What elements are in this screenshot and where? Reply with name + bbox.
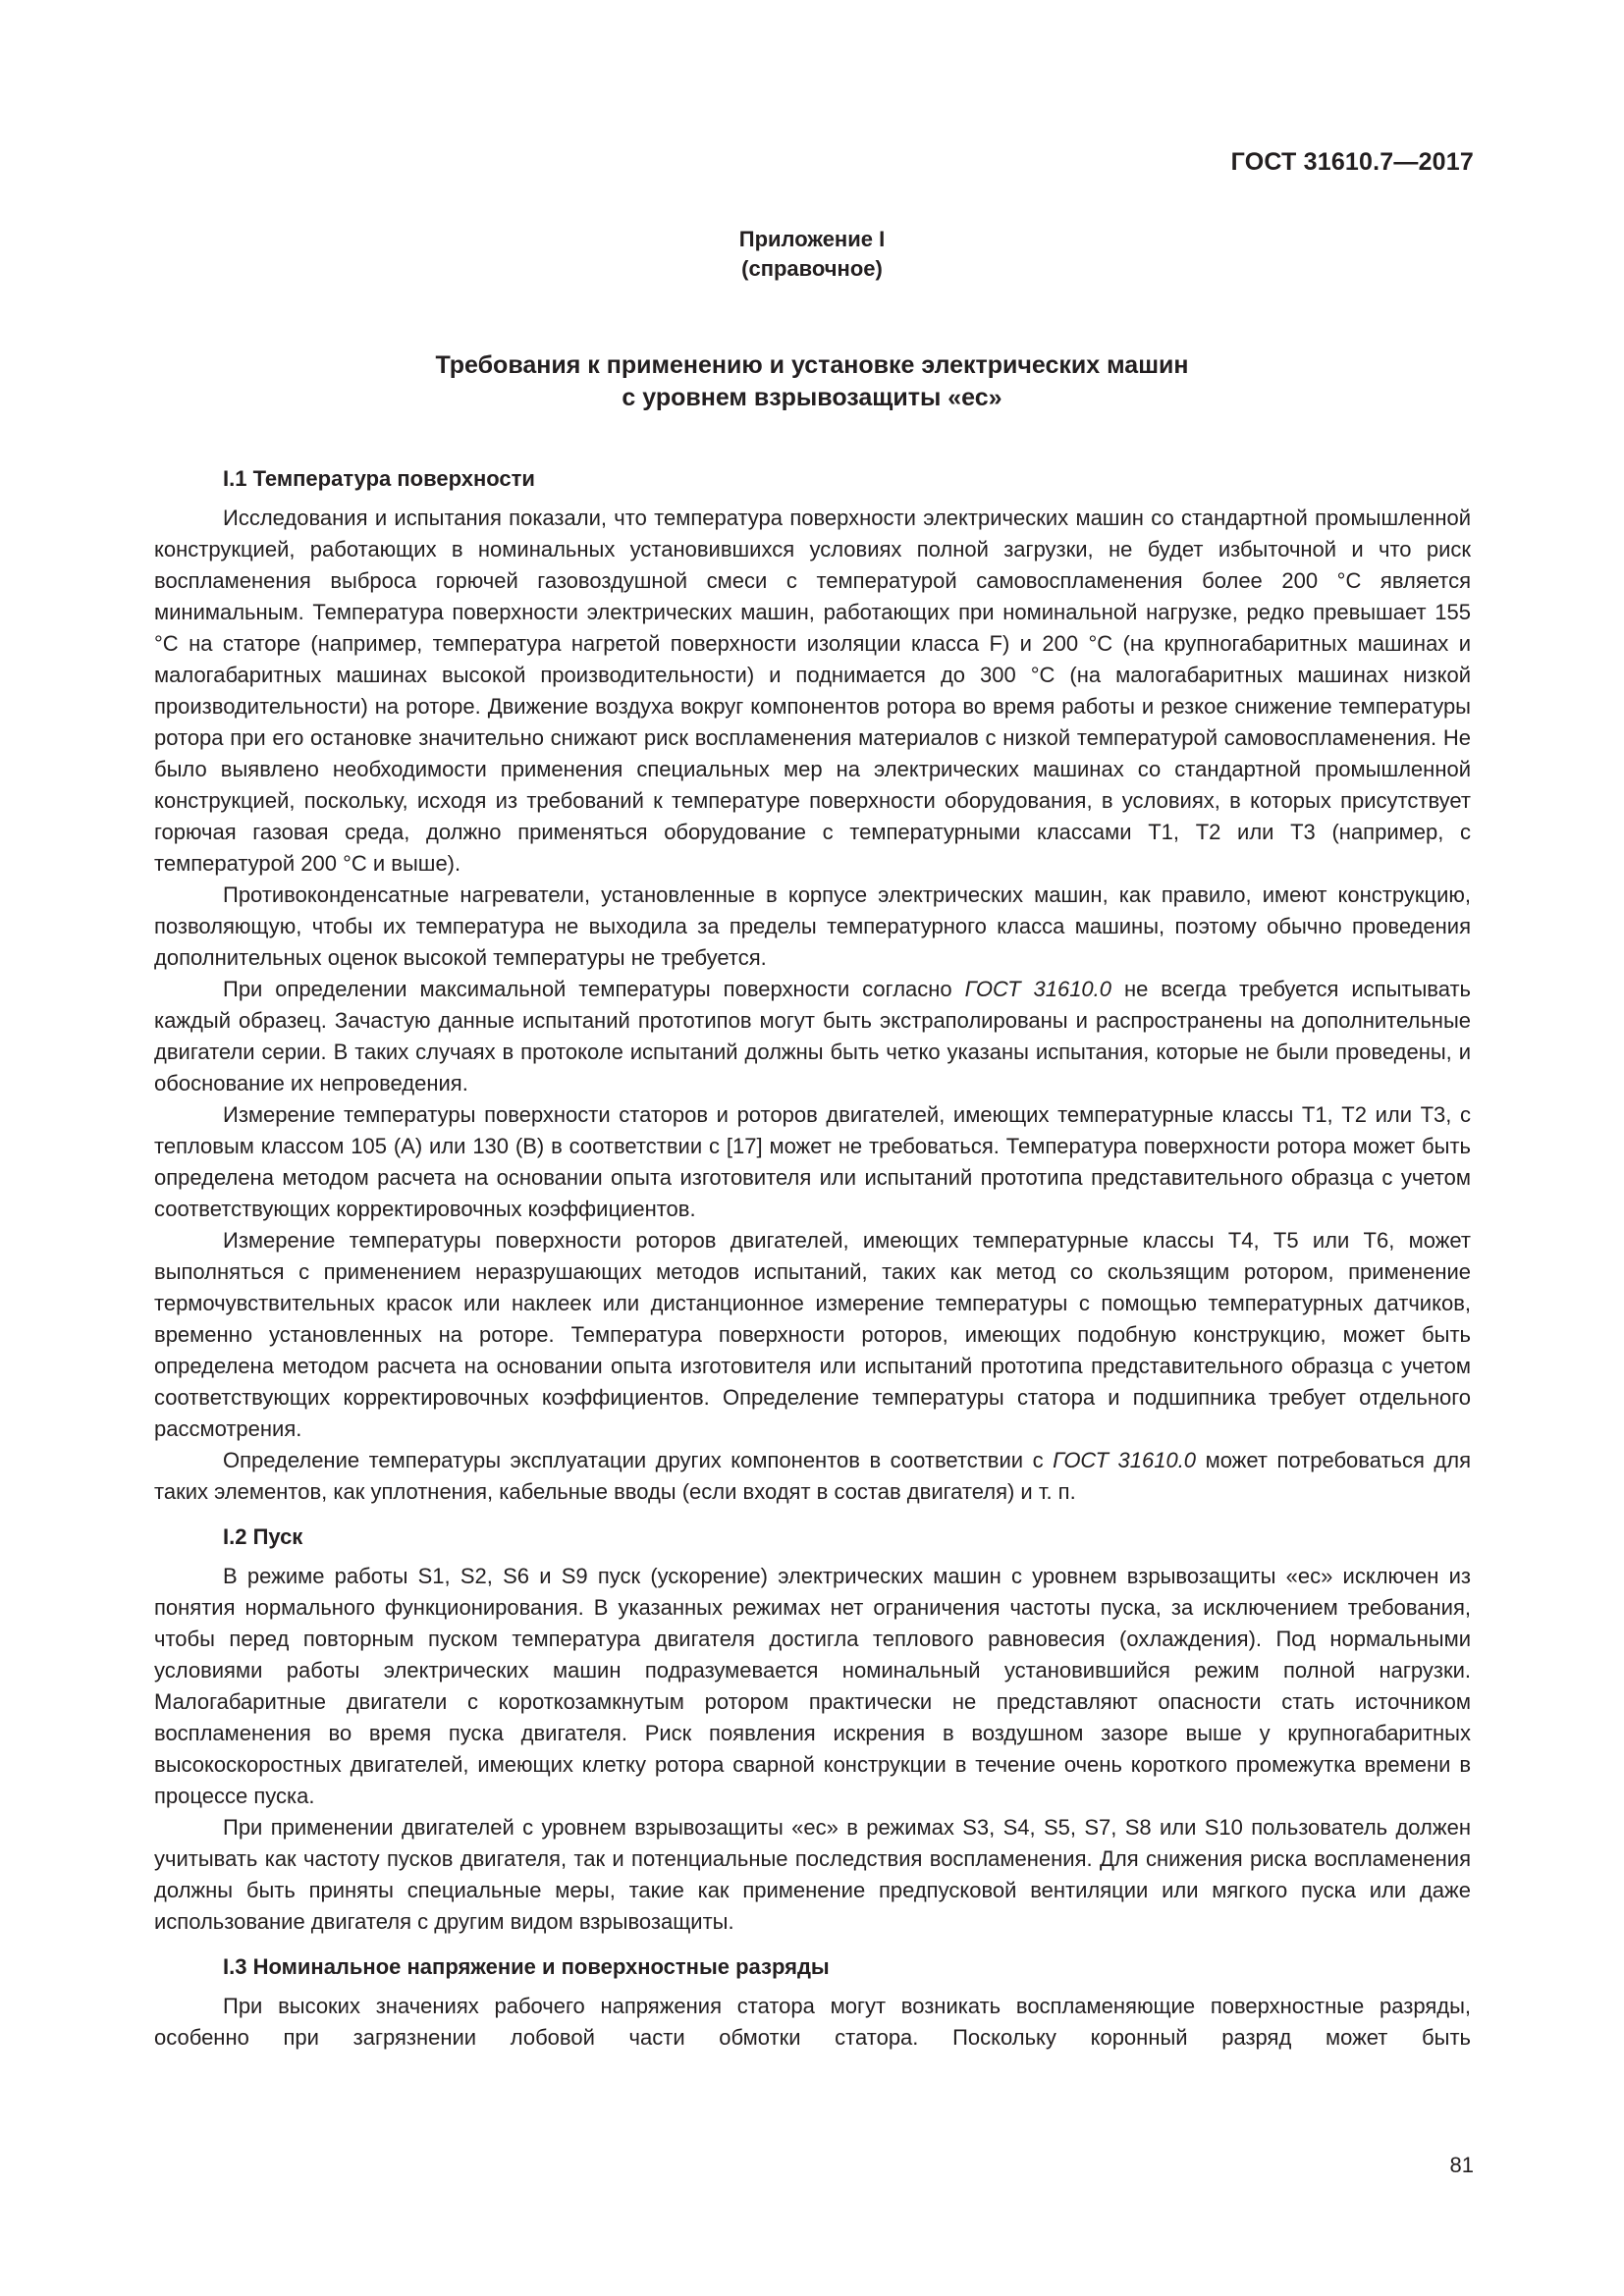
paragraph: При определении максимальной температуры поверхности согласно ГОСТ 31610.0 не всегда требуется испытывать каждый образец. Зачастую данные испытаний прототипов могут быть экстраполированы и распространены на дополнительные двигатели серии. В таких случаях в протоколе испытаний должны быть четко указаны испытания, которые не были проведены, и обоснование их непроведения. <box>154 977 1472 1095</box>
paragraph: Измерение температуры поверхности статоров и роторов двигателей, имеющих температурные классы Т1, Т2 или Т3, с тепловым классом 105 (А) или 130 (В) в соответствии с [17] может не требоваться. Температура поверхности ротора может быть определена методом расчета на основании опыта изготовителя или испытаний прототипа представительного образца с учетом соответствующих корректировочных коэффициентов. <box>154 1102 1471 1221</box>
paragraph: Исследования и испытания показали, что температура поверхности электрических машин со стандартной промышленной конструкцией, работающих в номинальных установившихся условиях полной загрузки, не будет избыточной и что риск воспламенения выброса горючей газовоздушной смеси с температурой самовоспламенения более 200 °С является минимальным. Температура поверхности электрических машин, работающих при номинальной нагрузке, редко превышает 155 °С на статоре (например, температура нагретой поверхности изоляции класса F) и 200 °С (на крупногабаритных машинах и малогабаритных машинах высокой производительности) и поднимается до 300 °С (на малогабаритных машинах низкой производительности) на роторе. Движение воздуха вокруг компонентов ротора во время работы и резкое снижение температуры ротора при его остановке значительно снижают риск воспламенения материалов с низкой температурой самовоспламенения. Не было выявлено необходимости применения специальных мер на электрических машинах со стандартной промышленной конструкцией, поскольку, исходя из требований к температуре поверхности оборудования, в условиях, в которых присутствует горючая газовая среда, должно применяться оборудование с температурными классами Т1, Т2 или Т3 (например, с температурой 200 °С и выше). <box>154 506 1471 876</box>
paragraph: Противоконденсатные нагреватели, установленные в корпусе электрических машин, как правило, имеют конструкцию, позволяющую, чтобы их температура не выходила за пределы температурного класса машины, поэтому обычно проведения дополнительных оценок высокой температуры не требуется. <box>154 882 1471 970</box>
paragraph: В режиме работы S1, S2, S6 и S9 пуск (ускорение) электрических машин с уровнем взрывозащиты «ес» исключен из понятия нормального функционирования. В указанных режимах нет ограничения частоты пуска, за исключением требования, чтобы перед повторным пуском температура двигателя достигла теплового равновесия (охлаждения). Под нормальными условиями работы электрических машин подразумевается номинальный установившийся режим полной нагрузки. Малогабаритные двигатели с короткозамкнутым ротором практически не представляют опасности стать источником воспламенения во время пуска двигателя. Риск появления искрения в воздушном зазоре выше у крупногабаритных высокоскоростных двигателей, имеющих клетку ротора сварной конструкции в течение очень короткого промежутка времени в процессе пуска. <box>154 1564 1471 1808</box>
paragraph: Определение температуры эксплуатации других компонентов в соответствии с ГОСТ 31610.0 может потребоваться для таких элементов, как уплотнения, кабельные вводы (если входят в состав двигателя) и т. п. <box>154 1448 1472 1504</box>
section-heading-i3: I.3 Номинальное напряжение и поверхностные разряды <box>223 1954 830 1979</box>
standard-reference: ГОСТ 31610.0 <box>964 977 1112 1001</box>
annex-title-line-1: Требования к применению и установке электрических машин <box>435 351 1189 379</box>
section-heading-i2: I.2 Пуск <box>223 1524 303 1549</box>
annex-title <box>0 349 1624 414</box>
paragraph: При применении двигателей с уровнем взрывозащиты «ес» в режимах S3, S4, S5, S7, S8 или S10 пользователь должен учитывать как частоту пусков двигателя, так и потенциальные последствия воспламенения. Для снижения риска воспламенения должны быть приняты специальные меры, такие как применение предпусковой вентиляции или мягкого пуска или даже использование двигателя с другим видом взрывозащиты. <box>154 1815 1471 1934</box>
standard-number: ГОСТ 31610.7—2017 <box>1230 148 1474 176</box>
paragraph: Измерение температуры поверхности роторов двигателей, имеющих температурные классы Т4, Т5 или Т6, может выполняться с применением неразрушающих методов испытаний, таких как метод со скользящим ротором, применение термочувствительных красок или наклеек или дистанционное измерение температуры с помощью температурных датчиков, временно установленных на роторе. Температура поверхности роторов, имеющих подобную конструкцию, может быть определена методом расчета на основании опыта изготовителя или испытаний прототипа представительного образца с учетом соответствующих корректировочных коэффициентов. Определение температуры статора и подшипника требует отдельного рассмотрения. <box>154 1228 1471 1441</box>
annex-label: Приложение I <box>738 227 886 251</box>
annex-heading <box>0 225 1624 284</box>
standard-reference: ГОСТ 31610.0 <box>1053 1448 1197 1472</box>
annex-title-line-2: с уровнем взрывозащиты «ес» <box>622 384 1002 411</box>
paragraph: При высоких значениях рабочего напряжения статора могут возникать воспламеняющие поверхностные разряды, особенно при загрязнении лобовой части обмотки статора. Поскольку коронный разряд может быть <box>154 1994 1471 2050</box>
annex-type: (справочное) <box>741 256 883 281</box>
section-heading-i1: I.1 Температура поверхности <box>223 466 535 491</box>
page-number: 81 <box>1449 2153 1474 2177</box>
document-body <box>154 463 1471 2054</box>
